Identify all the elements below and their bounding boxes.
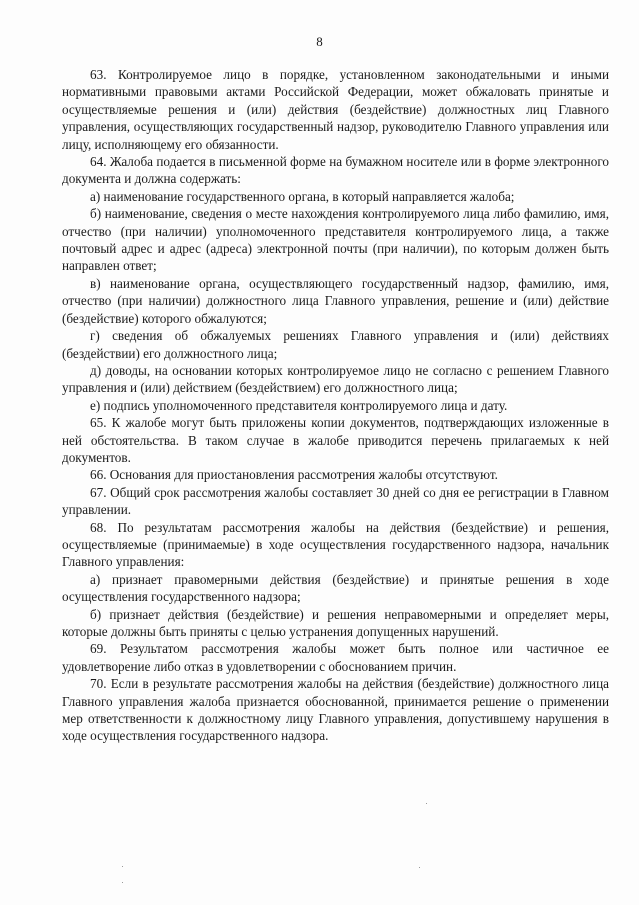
paragraph-68: 68. По результатам рассмотрения жалобы на действия (бездействие) и решения, осуществляемые (принимаемые) в ходе осуществления государственного надзора, начальник Главного управления:: [62, 519, 609, 570]
page-number: 8: [316, 34, 323, 49]
paragraph-64-item-b: б) наименование, сведения о месте нахождения контролируемого лица либо фамилию, имя, отчество (при наличии) уполномоченного представителя контролируемого лица, а также почтовый адрес и адрес (адреса) электронной почты (при наличии), по которым должен быть направлен ответ;: [62, 206, 609, 274]
paragraph-66: 66. Основания для приостановления рассмотрения жалобы отсутствуют.: [90, 467, 498, 483]
paragraph-67: 67. Общий срок рассмотрения жалобы составляет 30 дней со дня ее регистрации в Главном управлении.: [62, 484, 609, 518]
scan-speck: [122, 882, 123, 883]
paragraph-68-item-b: б) признает действия (бездействие) и решения неправомерными и определяет меры, которые должны быть приняты с целью устранения допущенных нарушений.: [62, 606, 609, 639]
paragraph-64-item-v: в) наименование органа, осуществляющего государственный надзор, фамилию, имя, отчество (при наличии) должностного лица Главного управления, решение и (или) действие (бездействие) которого обжалуются;: [62, 275, 609, 326]
document-body: [62, 66, 609, 745]
scan-speck: [122, 866, 123, 867]
paragraph-68-item-a: а) признает правомерными действия (бездействие) и принятые решения в ходе осуществления государственного надзора;: [62, 571, 609, 605]
paragraph-64-item-d: д) доводы, на основании которых контролируемое лицо не согласно с решением Главного управления и (или) действием (бездействием) его должностного лица;: [62, 362, 609, 396]
paragraph-64: 64. Жалоба подается в письменной форме на бумажном носителе или в форме электронного документа и должна содержать:: [62, 154, 609, 187]
paragraph-70: 70. Если в результате рассмотрения жалобы на действия (бездействие) должностного лица Главного управления жалоба признается обоснованной, принимается решение о применении мер ответственности к должностному лицу Главного управления, допустившему нарушения в ходе осуществления государственного надзора.: [62, 676, 609, 744]
paragraph-64-item-a: а) наименование государственного органа, в который направляется жалоба;: [90, 188, 515, 204]
paragraph-63: 63. Контролируемое лицо в порядке, установленном законодательными и иными нормативными правовыми актами Российской Федерации, может обжаловать принятые и осуществляемые решения и (или) действия (бездействие) должностных лиц Главного управления, осуществляющих государственный надзор, руководителю Главного управления или лицу, исполняющему его обязанности.: [62, 67, 609, 152]
paragraph-64-item-g: г) сведения об обжалуемых решениях Главного управления и (или) действиях (бездействии) его должностного лица;: [62, 328, 609, 361]
scan-speck: [419, 867, 420, 868]
paragraph-64-item-e: е) подпись уполномоченного представителя контролируемого лица и дату.: [90, 397, 508, 413]
scan-speck: [426, 803, 427, 804]
paragraph-69: 69. Результатом рассмотрения жалобы может быть полное или частичное ее удовлетворение либо отказ в удовлетворении с обоснованием причин.: [62, 641, 609, 674]
paragraph-65: 65. К жалобе могут быть приложены копии документов, подтверждающих изложенные в ней обстоятельства. В таком случае в жалобе приводится перечень прилагаемых к ней документов.: [62, 415, 609, 465]
